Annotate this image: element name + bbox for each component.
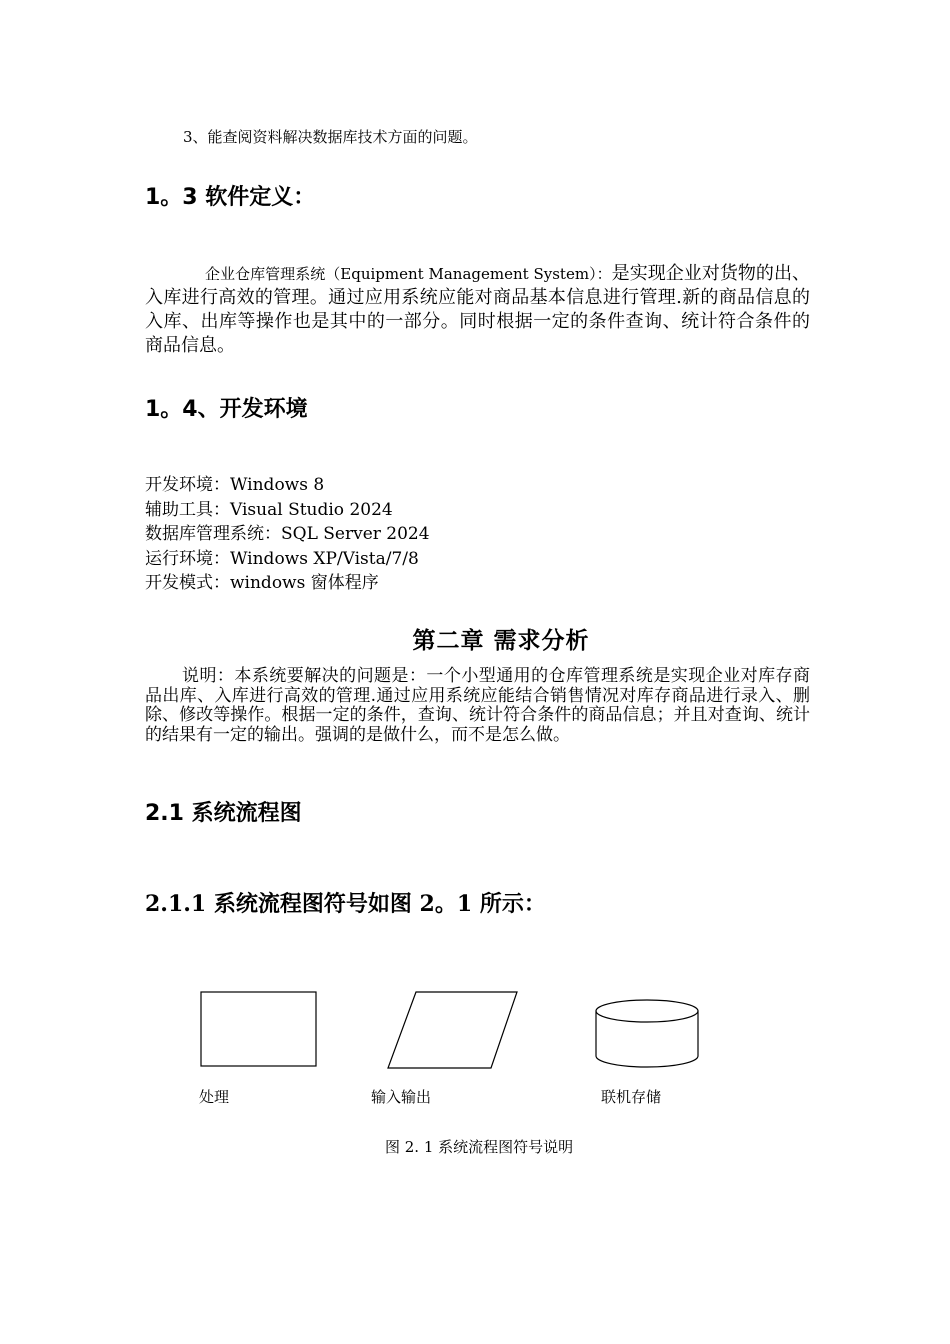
- storage-label: 联机存储: [601, 1088, 662, 1106]
- env-runtime: 运行环境：Windows XP/Vista/7/8: [145, 548, 419, 569]
- io-label: 输入输出: [371, 1088, 432, 1106]
- process-label: 处理: [199, 1088, 230, 1106]
- definition-lead: 企业仓库管理系统（Equipment Management System）：: [205, 265, 612, 283]
- io-symbol: [388, 992, 517, 1068]
- figure-caption: 图 2. 1 系统流程图符号说明: [385, 1138, 574, 1156]
- section-heading-1-4: 1。4、开发环境: [145, 397, 308, 422]
- chapter-title: 第二章 需求分析: [412, 627, 590, 654]
- section-heading-2-1-1: 2.1.1 系统流程图符号如图 2。1 所示：: [145, 891, 546, 917]
- env-db: 数据库管理系统：SQL Server 2024: [145, 524, 430, 544]
- definition-body: 是实现企业对货物的出、入库进行高效的管理。通过应用系统应能对商品基本信息进行管理.新的商品信息的入库、出库等操作也是其中的一部分。同时根据一定的条件查询、统计符合条件的商品信息。: [145, 263, 810, 356]
- flowchart-symbols: [195, 985, 715, 1080]
- environment-list: [145, 473, 430, 596]
- requirements-description: 说明：本系统要解决的问题是：一个小型通用的仓库管理系统是实现企业对库存商品出库、入库进行高效的管理.通过应用系统应能结合销售情况对库存商品进行录入、删除、修改等操作。根据一定的条件，查询、统计符合条件的商品信息；并且对查询、统计的结果有一定的输出。强调的是做什么，而不是怎么做。: [145, 666, 810, 745]
- storage-symbol: [596, 1000, 698, 1067]
- section-heading-1-3: 1。3 软件定义：: [145, 185, 316, 210]
- definition-paragraph: [145, 262, 810, 358]
- section-heading-2-1: 2.1 系统流程图: [145, 801, 302, 826]
- env-dev: 开发环境：Windows 8: [145, 475, 325, 495]
- list-item-3: 3、能查阅资料解决数据库技术方面的问题。: [183, 128, 478, 146]
- env-tool: 辅助工具：Visual Studio 2024: [145, 499, 393, 520]
- env-mode: 开发模式：windows 窗体程序: [145, 573, 379, 593]
- process-symbol: [201, 992, 316, 1066]
